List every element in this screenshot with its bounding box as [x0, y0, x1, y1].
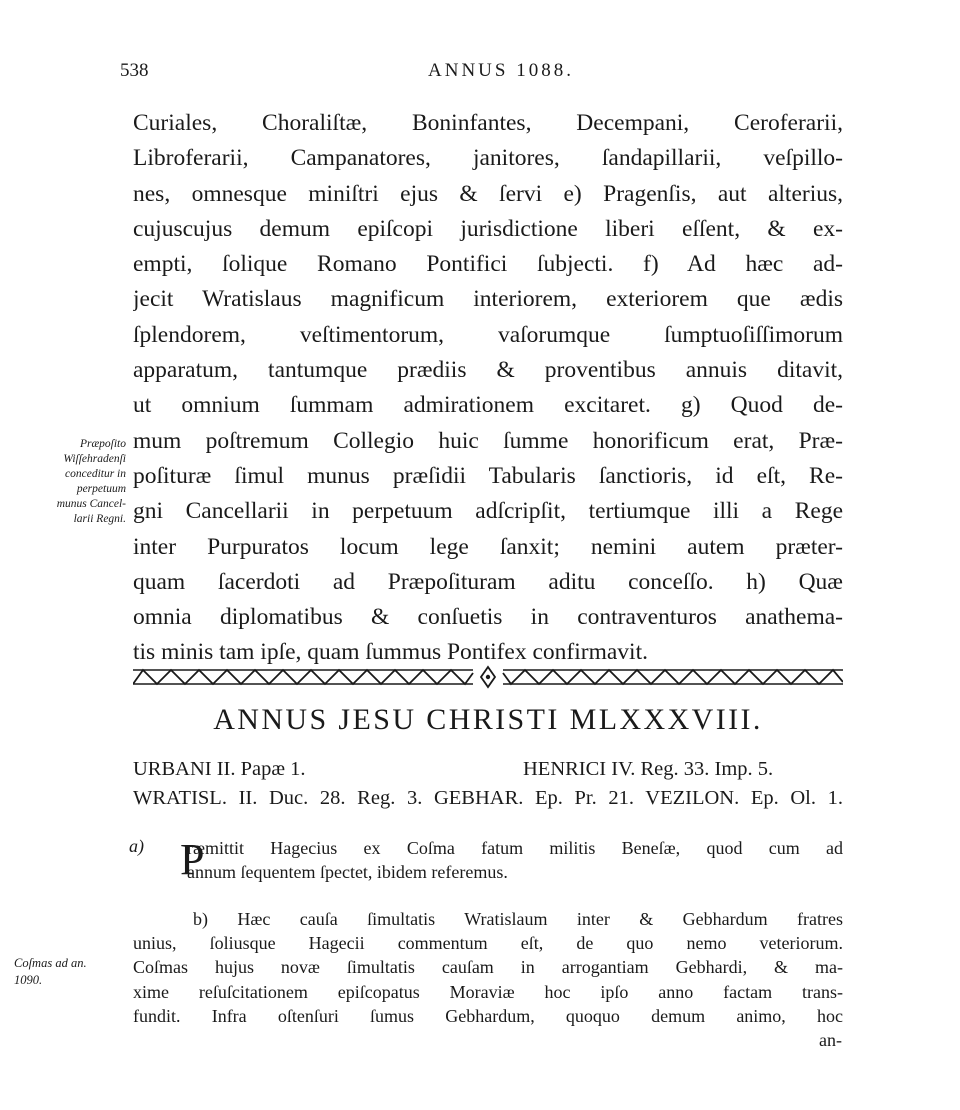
reign-emperor: HENRICI IV. Reg. 33. Imp. 5.	[523, 758, 774, 780]
footnote-line: b) Hæc cauſa ſimultatis Wratislaum inter & Gebhardum fratres	[193, 909, 843, 929]
year-heading: ANNUS JESU CHRISTI MLXXXVIII.	[213, 703, 763, 736]
footnote-line: unius, ſoliusque Hagecii commentum eſt, de quo nemo veteriorum.	[133, 933, 843, 954]
drop-cap: P	[180, 835, 205, 884]
margin-note-line: Coſmas ad an.	[14, 956, 87, 970]
margin-note-line: larii Regni.	[73, 513, 126, 525]
main-text-line: gni Cancellarii in perpetuum adſcripſit, tertiumque illi a Rege	[133, 498, 843, 525]
main-text-line: Curiales, Choraliſtæ, Boninfantes, Decempani, Ceroferarii,	[133, 110, 843, 136]
margin-note-line: Præpoſito	[79, 438, 126, 450]
ornament-border-icon	[133, 664, 843, 690]
main-text-line: omnia diplomatibus & conſuetis in contraventuros anathema-	[133, 604, 843, 631]
footnote-label: a)	[129, 836, 144, 856]
reign-pope: URBANI II. Papæ 1.	[133, 758, 306, 780]
footnote-a	[129, 835, 843, 884]
margin-note-line: perpetuum	[76, 483, 126, 495]
main-text-line: tis minis tam ipſe, quam ſummus Pontifex confirmavit.	[133, 639, 648, 666]
reign-dukes-bishops: WRATISL. II. Duc. 28. Reg. 3. GEBHAR. Ep. Pr. 21. VEZILON. Ep. Ol. 1.	[133, 787, 843, 809]
margin-note-line: munus Cancel-	[56, 498, 126, 510]
main-text-line: empti, ſolique Romano Pontifici ſubjecti. f) Ad hæc ad-	[133, 251, 843, 278]
main-text-line: cujuscujus demum epiſcopi jurisdictione liberi eſſent, & ex-	[133, 215, 843, 242]
running-title: ANNUS 1088.	[428, 60, 574, 81]
footnote-line: annum ſequentem ſpectet, ibidem referemus.	[187, 862, 508, 883]
ornamental-rule	[133, 664, 843, 690]
running-head	[120, 60, 840, 88]
main-text-line: Libroferarii, Campanatores, janitores, ſandapillarii, veſpillo-	[133, 145, 843, 172]
margin-note-praepositura	[18, 437, 126, 527]
footnote-line: fundit. Infra oſtenſuri ſumus Gebhardum, quoquo demum animo, hoc	[133, 1005, 843, 1026]
main-text-line: quam ſacerdoti ad Præpoſituram aditu conceſſo. h) Quæ	[133, 568, 843, 595]
main-text-line: poſituræ ſimul munus præſidii Tabularis ſanctioris, id eſt, Re-	[133, 462, 843, 489]
catchword: an-	[819, 1030, 842, 1050]
main-text-line: jecit Wratislaus magnificum interiorem, exteriorem que ædis	[133, 286, 843, 313]
main-text-line: ut omnium ſummam admirationem excitaret. g) Quod de-	[133, 392, 843, 419]
page-number: 538	[120, 60, 149, 81]
main-text-line: nes, omnesque miniſtri ejus & ſervi e) Pragenſis, aut alterius,	[133, 180, 843, 207]
margin-note-line: Wiſſehradenſi	[63, 453, 126, 465]
main-text-line: mum poſtremum Collegio huic ſumme honorificum erat, Præ-	[133, 427, 843, 454]
main-text-line: ſplendorem, veſtimentorum, vaſorumque ſumptuoſiſſimorum	[133, 321, 843, 348]
footnote-line: Coſmas hujus novæ ſimultatis cauſam in arrogantiam Gebhardi, & ma-	[133, 957, 843, 978]
main-text-line: apparatum, tantumque prædiis & proventibus annuis ditavit,	[133, 357, 843, 384]
margin-note-line: 1090.	[14, 973, 43, 987]
margin-note-line: conceditur in	[65, 468, 126, 480]
main-text-line: inter Purpuratos locum lege ſanxit; nemini autem præter-	[133, 533, 843, 560]
footnote-line: ræmittit Hagecius ex Coſma fatum militis Beneſæ, quod cum ad	[187, 838, 843, 858]
margin-note-cosmas	[14, 955, 122, 989]
main-text-block	[133, 106, 843, 671]
footnote-b	[133, 907, 843, 1028]
footnote-line: xime reſuſcitationem epiſcopatus Moraviæ hoc ipſo anno factam trans-	[133, 981, 843, 1002]
